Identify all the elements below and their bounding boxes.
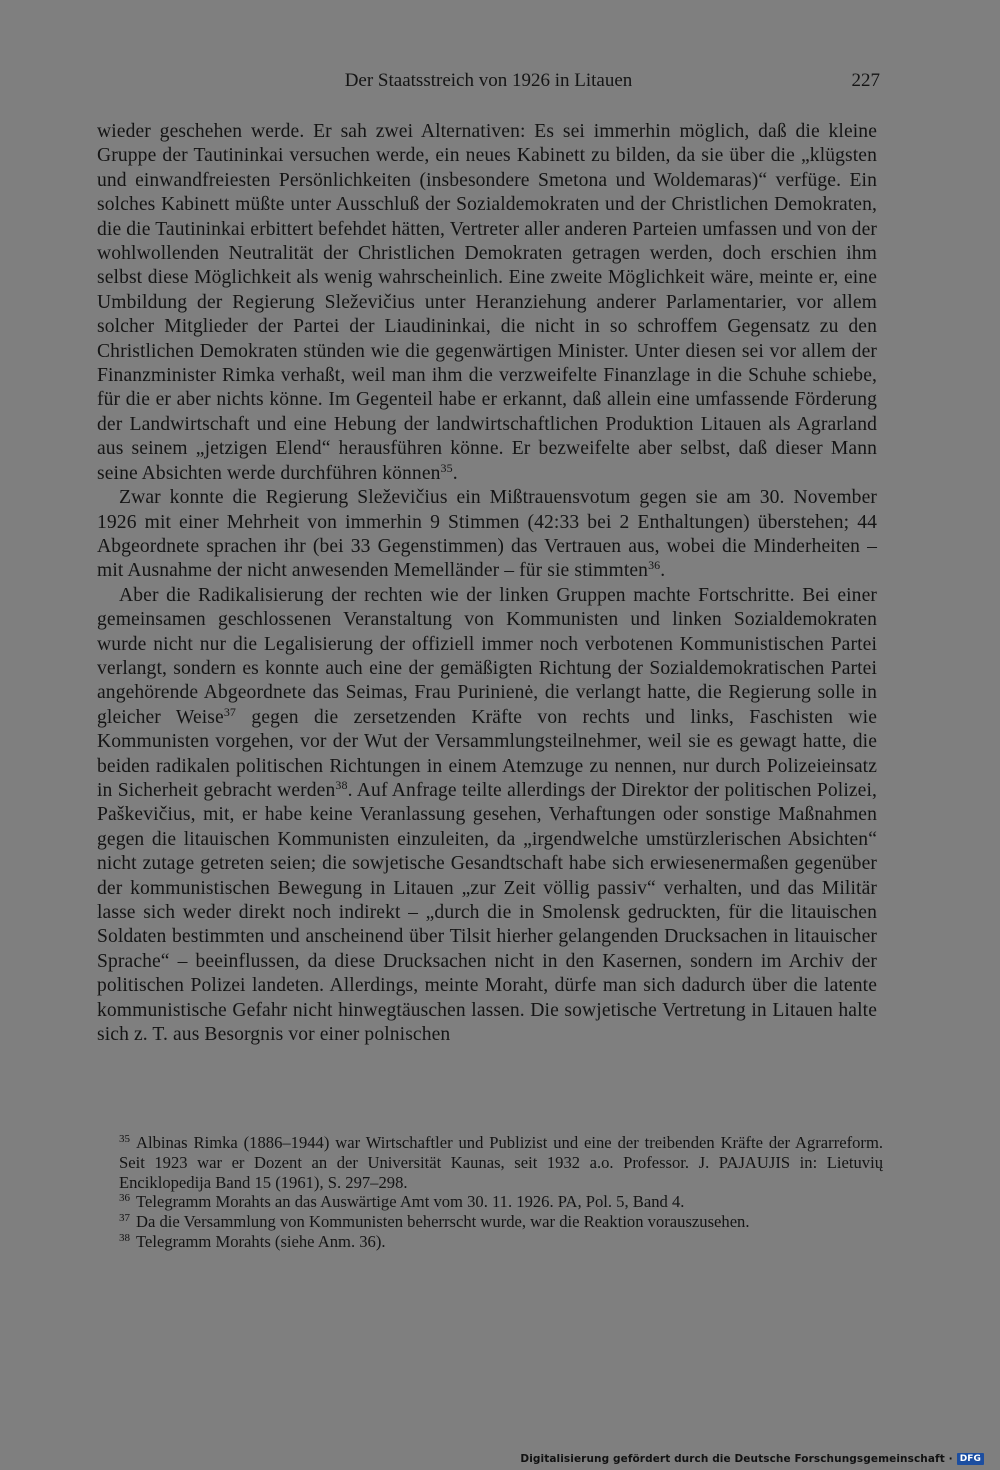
footnotes — [97, 1133, 883, 1252]
footnote-35 — [97, 1133, 883, 1192]
running-title: Der Staatsstreich von 1926 in Litauen — [344, 70, 633, 91]
footnote-number: 37 — [119, 1212, 130, 1225]
footnote-ref-35: 35 — [440, 460, 453, 475]
footnote-text: Albinas Rimka (1886–1944) war Wirtschaftler und Publizist und eine der treibenden Kräfte der Agrarreform. Seit 1923 war er Dozent an der Universität Kaunas, seit 1932 a.o. Professor. J. PAJAUJIS in: Lietuvių Enciklopedija Band 15 (1961), S. 297–298. — [119, 1133, 883, 1192]
footnote-text: Telegramm Morahts (siehe Anm. 36). — [136, 1231, 386, 1251]
paragraph-2-text: Zwar konnte die Regierung Sleževičius ein Mißtrauensvotum gegen sie am 30. November 1926 mit einer Mehrheit von immerhin 9 Stimmen (42:33 bei 2 Enthaltungen) überstehen; 44 Abgeordnete sprachen ihr (bei 33 Gegenstimmen) das Vertrauen aus, wobei die Minderheiten – mit Ausnahme der nicht anwesenden Memelländer – für sie stimmten — [97, 487, 877, 582]
paragraph-2-end: . — [660, 560, 666, 582]
digitization-credit: Digitalisierung gefördert durch die Deutsche Forschungsgemeinschaft · — [520, 1453, 953, 1465]
footnote-number: 38 — [119, 1231, 130, 1244]
footnote-ref-36: 36 — [648, 558, 661, 573]
footnote-ref-37: 37 — [223, 704, 237, 719]
footnote-36 — [97, 1192, 883, 1212]
footnote-ref-38: 38 — [335, 777, 348, 792]
paragraph-3-text-b: gegen die zersetzenden Kräfte von rechts und links, Faschisten wie Kommunisten vorgehen, vor der Wut der Versammlungsteilnehmer, weil sie es gewagt hatte, die beiden radikalen politischen Richtungen in einem Atemzuge zu nennen, nur durch Polizeieinsatz in Sicherheit gebracht werden — [97, 706, 877, 801]
footnote-37 — [97, 1212, 883, 1232]
body-text — [97, 120, 877, 1047]
paragraph-2 — [97, 486, 877, 584]
digitization-banner — [520, 1452, 984, 1466]
paragraph-1 — [97, 120, 877, 486]
footnote-text: Da die Versammlung von Kommunisten beherrscht wurde, war die Reaktion vorauszusehen. — [136, 1212, 750, 1232]
dfg-logo-icon: DFG — [957, 1453, 984, 1465]
footnote-38 — [97, 1232, 883, 1252]
paragraph-1-text: wieder geschehen werde. Er sah zwei Alternativen: Es sei immerhin möglich, daß die kleine Gruppe der Tautininkai versuchen werde, ein neues Kabinett zu bilden, da sie über die „klügsten und einwandfreiesten Persönlichkeiten (insbesondere Smetona und Woldemaras)“ verfüge. Ein solches Kabinett müßte unter Ausschluß der Sozialdemokraten und der Christlichen Demokraten, die die Tautininkai erbittert befehdet hätten, Vertreter aller anderen Parteien umfassen und von der wohlwollenden Neutralität der Christlichen Demokraten getragen werden, doch erschien ihm selbst diese Möglichkeit als wenig wahrscheinlich. Eine zweite Möglichkeit wäre, meinte er, eine Umbildung der Regierung Sleževičius unter Heranziehung anderer Parlamentarier, vor allem solcher Mitglieder der Partei der Liaudininkai, die nicht in so schroffem Gegensatz zu den Christlichen Demokraten stünden wie die gegenwärtigen Minister. Unter diesen sei vor allem der Finanzminister Rimka verhaßt, weil man ihm die verzweifelte Finanzlage in die Schuhe schiebe, für die er aber nichts könne. Im Gegenteil habe er erkannt, daß allein eine umfassende Förderung der Landwirtschaft und eine Hebung der landwirtschaftlichen Produktion Litauen als Agrarland aus seinem „jetzigen Elend“ herausführen könne. Er bezweifelte aber selbst, daß dieser Mann seine Absichten werde durchführen können — [97, 121, 877, 484]
footnote-text: Telegramm Morahts an das Auswärtige Amt vom 30. 11. 1926. PA, Pol. 5, Band 4. — [136, 1192, 685, 1212]
running-head — [97, 70, 880, 94]
paragraph-1-end: . — [452, 462, 458, 484]
paragraph-3 — [97, 584, 877, 1048]
footnote-number: 36 — [119, 1192, 130, 1205]
paragraph-3-text-a: Aber die Radikalisierung der rechten wie der linken Gruppen machte Fortschritte. Bei einer gemeinsamen geschlossenen Veranstaltung von Kommunisten und linken Sozialdemokraten wurde nicht nur die Legalisierung der offiziell immer noch verbotenen Kommunistischen Partei verlangt, sondern es konnte auch eine der gemäßigten Richtung der Sozialdemokratischen Partei angehörende Abgeordnete das Seimas, Frau Purinienė, die verlangt hatte, die Regierung solle in gleicher Weise — [97, 584, 877, 728]
paragraph-3-text-c: . Auf Anfrage teilte allerdings der Direktor der politischen Polizei, Paškevičius, mit, er habe keine Veranlassung gesehen, Verhaftungen oder sonstige Maßnahmen gegen die litauischen Kommunisten einzuleiten, da „irgendwelche umstürzlerischen Absichten“ nicht zutage getreten seien; die sowjetische Gesandtschaft habe sich erwiesenermaßen gegenüber der kommunistischen Bewegung in Litauen „zur Zeit völlig passiv“ verhalten, und das Militär lasse sich weder direkt noch indirekt – „durch die in Smolensk gedruckten, für die litauischen Soldaten bestimmten und anscheinend über Tilsit hierher gelangenden Drucksachen in litauischer Sprache“ – beeinflussen, da diese Drucksachen nicht in den Kasernen, sondern im Archiv der politischen Polizei landeten. Allerdings, meinte Moraht, dürfe man sich dadurch über die latente kommunistische Gefahr nicht hinwegtäuschen lassen. Die sowjetische Vertretung in Litauen halte sich z. T. aus Besorgnis vor einer polnischen — [97, 779, 877, 1046]
page-number: 227 — [851, 70, 880, 91]
footnote-number: 35 — [119, 1133, 130, 1145]
